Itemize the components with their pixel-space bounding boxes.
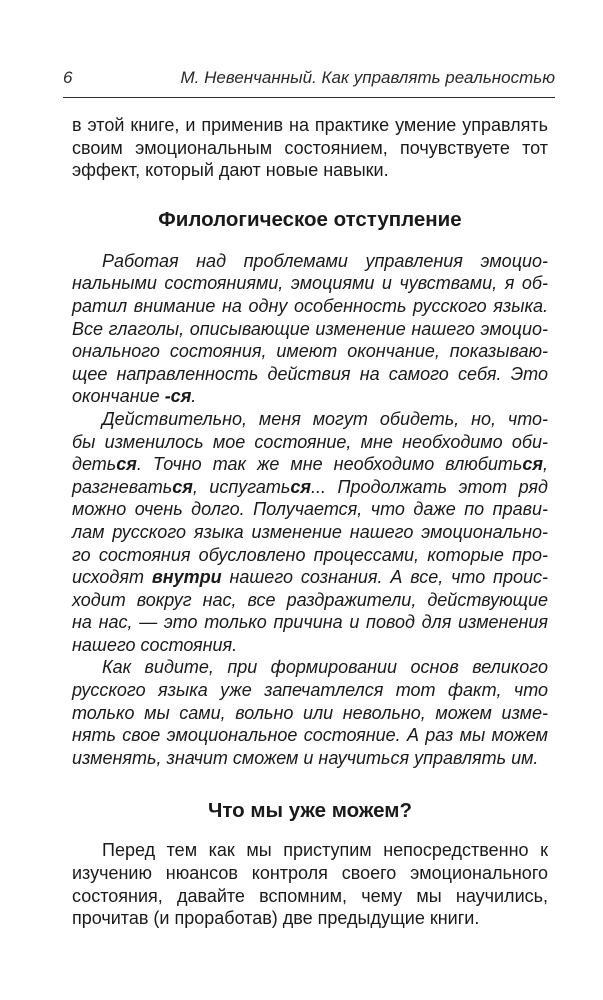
section2-paragraph-1 [72, 839, 548, 929]
text-line: бы изменилось мое состояние, мне необходимо оби- [72, 431, 548, 452]
text-line: изменять, значит сможем и научиться управлять им. [72, 747, 539, 768]
philology-paragraph-1 [72, 250, 548, 408]
text-line: русского языка уже запечатлелся тот факт, что [72, 680, 548, 701]
emphasis-suffix: ся [290, 476, 312, 497]
text-line: состояния, давайте вспомним, чему мы научились, [72, 885, 548, 906]
text-line: ратил внимание на одну особенность русского языка. [72, 295, 548, 316]
text-run: разгневать [72, 476, 173, 497]
intro-paragraph [72, 114, 548, 182]
text-line: прочитав (и проработав) две предыдущие книги. [72, 908, 480, 929]
text-line [72, 476, 548, 499]
text-line: своим эмоциональным состоянием, почувствуете тот [72, 137, 548, 158]
text-line: лам русского языка изменение нашего эмоционально- [72, 521, 548, 542]
running-header-title: М. Невенчанный. Как управлять реальностью [180, 68, 555, 87]
emphasis-word: внутри [151, 567, 222, 588]
emphasis-suffix: -ся [164, 386, 192, 407]
section-heading-philology: Филологическое отступление [158, 207, 462, 231]
text-line [72, 566, 548, 589]
text-run: . [191, 386, 197, 407]
text-line: нальными состояниями, эмоциями и чувствами, я об- [72, 273, 548, 294]
text-run: деть [72, 454, 117, 475]
text-line: Как видите, при формировании основ великого [102, 657, 548, 678]
text-run: исходят [72, 567, 152, 588]
text-line: ходит вокруг нас, все раздражители, действующие [72, 589, 548, 610]
text-line: го состояния обусловлено процессами, которые про- [72, 544, 548, 565]
page-body [72, 114, 548, 930]
text-line: онального состояния, имеют окончание, показываю- [72, 341, 548, 362]
running-header [63, 68, 555, 94]
text-line: Все глаголы, описывающие изменение нашего эмоцио- [72, 318, 548, 339]
text-line: на нас, — это только причина и повод для изменения [72, 612, 548, 633]
emphasis-suffix: ся [116, 454, 137, 475]
text-line [72, 453, 548, 476]
text-run: нашего сознания. А все, что проис- [221, 567, 548, 588]
text-line: Перед тем как мы приступим непосредственно к [102, 840, 548, 861]
philology-paragraph-3 [72, 656, 548, 769]
text-run: , [542, 454, 548, 475]
text-run: окончание [72, 386, 165, 407]
page-number: 6 [63, 68, 73, 87]
text-line [72, 385, 548, 408]
text-line: нять свое эмоциональное состояние. А раз мы можем [72, 725, 548, 746]
text-line: в этой книге, и применив на практике умение управлять [72, 115, 548, 135]
text-run: . Точно так же мне необходимо влюбить [136, 454, 523, 475]
emphasis-suffix: ся [522, 454, 543, 475]
text-run: ... Продолжать этот ряд [311, 476, 548, 497]
section-heading-what-can-we-do: Что мы уже можем? [208, 799, 412, 823]
emphasis-suffix: ся [172, 476, 193, 497]
header-rule [63, 97, 555, 98]
text-line: эффект, который дают новые навыки. [72, 160, 389, 181]
text-line: Работая над проблемами управления эмоцио- [102, 250, 548, 271]
text-line: изучению нюансов контроля своего эмоционального [72, 863, 548, 884]
text-line: можно очень долго. Получается, что даже по прави- [72, 499, 548, 520]
text-line: щее направленность действия на самого себя. Это [72, 363, 548, 384]
text-line: нашего состояния. [72, 634, 238, 655]
philology-paragraph-2 [72, 408, 548, 657]
text-line: только мы сами, вольно или невольно, можем изме- [72, 702, 548, 723]
text-line: Действительно, меня могут обидеть, но, что- [102, 408, 548, 429]
text-run: , испугать [192, 476, 291, 497]
